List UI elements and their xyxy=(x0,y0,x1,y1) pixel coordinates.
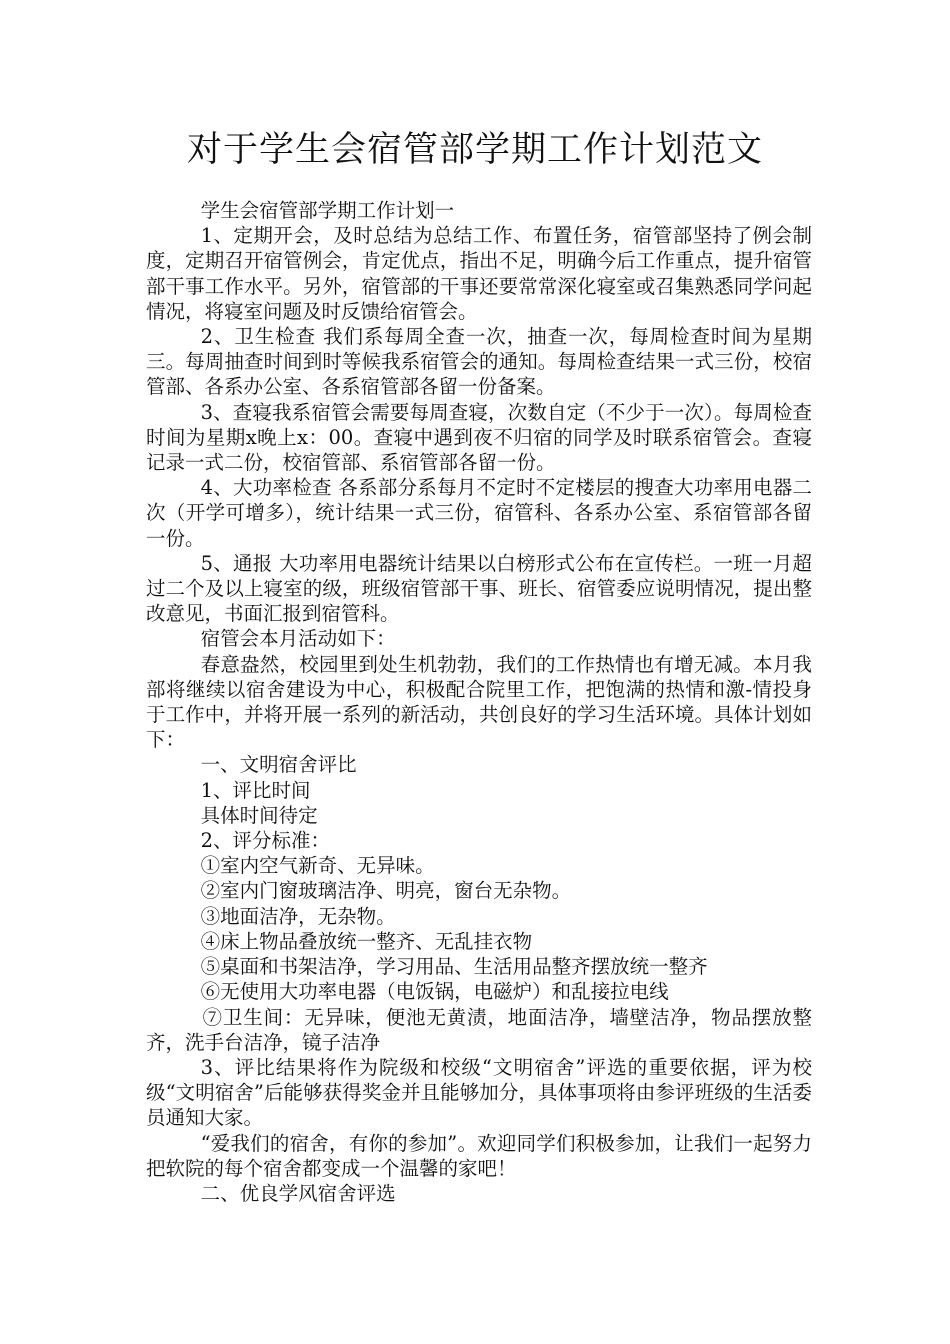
paragraph: 具体时间待定 xyxy=(200,803,318,827)
paragraph: 春意盎然，校园里到处生机勃勃，我们的工作热情也有增无减。本月我部将继续以宿舍建设为中心，积极配合院里工作，把饱满的热情和激-情投身于工作中，并将开展一系列的新活动，共创良好的学习生活环境。具体计划如下： xyxy=(146,652,812,752)
paragraph: 2、卫生检查 我们系每周全查一次，抽查一次，每周检查时间为星期三。每周抽查时间到时等候我系宿管会的通知。每周检查结果一式三份，校宿管部、各系办公室、各系宿管部各留一份备案。 xyxy=(146,325,812,399)
paragraph: “爱我们的宿舍，有你的参加”。欢迎同学们积极参加，让我们一起努力把软院的每个宿舍都变成一个温馨的家吧！ xyxy=(146,1131,812,1180)
section-heading: 学生会宿管部学期工作计划一 xyxy=(200,199,455,222)
section-heading: 一、文明宿舍评比 xyxy=(200,753,357,777)
list-item: 2、评分标准： xyxy=(200,829,331,853)
list-item: 1、评比时间 xyxy=(200,778,311,802)
section-heading: 二、优良学风宿舍评选 xyxy=(200,1181,396,1205)
paragraph: 宿管会本月活动如下： xyxy=(200,627,396,651)
paragraph: 5、通报 大功率用电器统计结果以白榜形式公布在宣传栏。一班一月超过二个及以上寝室的级，班级宿管部干事、班长、宿管委应说明情况，提出整改意见，书面汇报到宿管科。 xyxy=(146,551,812,626)
list-item: ⑦卫生间：无异味，便池无黄渍，地面洁净，墙壁洁净，物品摆放整齐，洗手台洁净，镜子洁净 xyxy=(146,1005,812,1054)
list-item: ②室内门窗玻璃洁净、明亮，窗台无杂物。 xyxy=(200,879,572,903)
paragraph: 4、大功率检查 各系部分系每月不定时不定楼层的搜查大功率用电器二次（开学可增多），统计结果一式三份，宿管科、各系办公室、系宿管部各留一份。 xyxy=(146,476,812,550)
list-item: ①室内空气新奇、无异味。 xyxy=(200,854,435,878)
document-title: 对于学生会宿管部学期工作计划范文 xyxy=(186,130,763,170)
list-item: ⑥无使用大功率电器（电饭锅，电磁炉）和乱接拉电线 xyxy=(200,980,669,1004)
paragraph: 3、评比结果将作为院级和校级“文明宿舍”评选的重要依据，评为校级“文明宿舍”后能够获得奖金并且能够加分，具体事项将由参评班级的生活委员通知大家。 xyxy=(146,1055,812,1130)
document-body xyxy=(146,198,812,1206)
list-item: ④床上物品叠放统一整齐、无乱挂衣物 xyxy=(200,929,533,953)
paragraph: 1、定期开会，及时总结为总结工作、布置任务，宿管部坚持了例会制度，定期召开宿管例会，肯定优点，指出不足，明确今后工作重点，提升宿管部干事工作水平。另外，宿管部的干事还要常常深化寝室或召集熟悉同学问起情况，将寝室问题及时反馈给宿管会。 xyxy=(146,224,812,323)
list-item: ③地面洁净，无杂物。 xyxy=(200,904,396,928)
list-item: ⑤桌面和书架洁净，学习用品、生活用品整齐摆放统一整齐 xyxy=(200,955,708,979)
paragraph: 3、查寝我系宿管会需要每周查寝，次数自定（不少于一次）。每周检查时间为星期x晚上x：00。查寝中遇到夜不归宿的同学及时联系宿管会。查寝记录一式二份，校宿管部、系宿管部各留一份。 xyxy=(146,400,812,475)
